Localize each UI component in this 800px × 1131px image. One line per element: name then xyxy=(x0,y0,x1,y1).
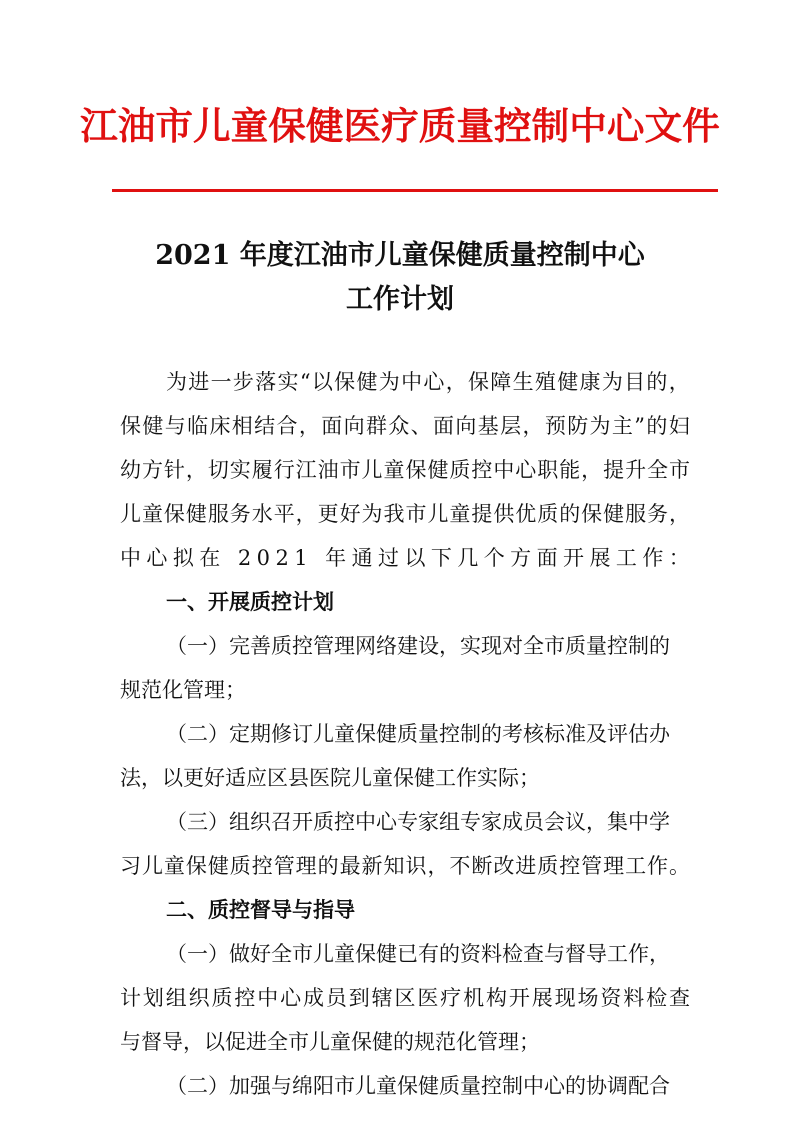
section2-line-3: 与督导，以促进全市儿童保健的规范化管理； xyxy=(120,1030,540,1054)
intro-line-3: 幼方针，切实履行江油市儿童保健质控中心职能，提升全市 xyxy=(120,458,691,482)
section1-line-4: 法，以更好适应区县医院儿童保健工作实际； xyxy=(120,766,540,790)
section-heading-1: 一、开展质控计划 xyxy=(166,590,334,614)
intro-line-5: 中心拟在 2021 年通过以下几个方面开展工作： xyxy=(120,546,696,570)
section2-line-4: （二）加强与绵阳市儿童保健质量控制中心的协调配合 xyxy=(166,1074,670,1098)
intro-line-2: 保健与临床相结合，面向群众、面向基层，预防为主”的妇 xyxy=(120,414,692,438)
intro-line-4: 儿童保健服务水平，更好为我市儿童提供优质的保健服务， xyxy=(120,502,691,526)
section1-line-6: 习儿童保健质控管理的最新知识，不断改进质控管理工作。 xyxy=(120,854,691,878)
section1-line-5: （三）组织召开质控中心专家组专家成员会议，集中学 xyxy=(166,810,670,834)
document-title-line2: 工作计划 xyxy=(346,284,454,315)
section2-line-1: （一）做好全市儿童保健已有的资料检查与督导工作， xyxy=(166,942,670,966)
masthead-title: 江油市儿童保健医疗质量控制中心文件 xyxy=(80,104,720,148)
masthead-red-rule xyxy=(112,189,718,192)
intro-line-1: 为进一步落实“以保健为中心，保障生殖健康为目的， xyxy=(166,370,692,394)
section1-line-2: 规范化管理； xyxy=(120,678,246,702)
document-title-line1: 2021 年度江油市儿童保健质量控制中心 xyxy=(155,240,645,271)
section2-line-2: 计划组织质控中心成员到辖区医疗机构开展现场资料检查 xyxy=(120,986,692,1010)
section1-line-1: （一）完善质控管理网络建设，实现对全市质量控制的 xyxy=(166,634,670,658)
section-heading-2: 二、质控督导与指导 xyxy=(166,898,355,922)
section1-line-3: （二）定期修订儿童保健质量控制的考核标准及评估办 xyxy=(166,722,670,746)
